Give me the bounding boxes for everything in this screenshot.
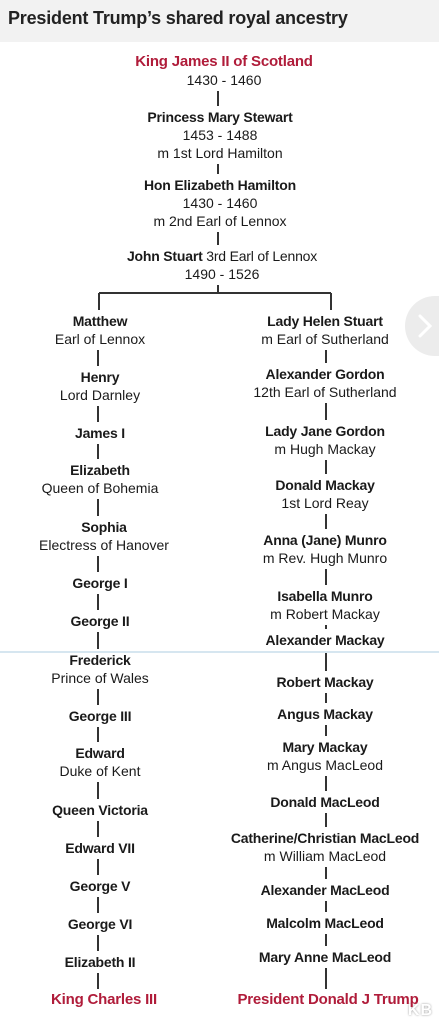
person-name <box>261 881 390 899</box>
person-detail: m 2nd Earl of Lennox <box>153 213 287 229</box>
person-detail: Prince of Wales <box>51 670 149 686</box>
person-name-text: Mary Mackay <box>282 739 368 755</box>
person-name <box>71 612 130 630</box>
person-donald-mackay <box>275 476 374 512</box>
person-name-text: Donald MacLeod <box>270 794 380 810</box>
person-name-text: James I <box>75 425 125 441</box>
person-isabella-munro <box>270 587 380 623</box>
person-elizabeth <box>42 461 159 497</box>
person-angus-mackay <box>277 705 373 723</box>
person-name-text: Alexander MacLeod <box>260 882 390 898</box>
person-detail: 1453 - 1488 <box>182 127 258 143</box>
person-name-text: Alexander Mackay <box>265 632 385 648</box>
person-name-text: King James II of Scotland <box>135 53 313 70</box>
person-name <box>51 991 157 1009</box>
person-name <box>277 673 374 691</box>
person-name <box>135 53 313 71</box>
person-name <box>75 424 125 442</box>
person-king-james-ii-of-scotland <box>135 53 313 89</box>
person-name-text: George II <box>70 613 130 629</box>
person-name <box>266 914 384 932</box>
person-name <box>42 461 159 479</box>
person-henry <box>60 368 140 404</box>
person-detail: 1430 - 1460 <box>182 195 258 211</box>
person-detail: 1430 - 1460 <box>186 72 262 88</box>
person-alexander-macleod <box>261 881 390 899</box>
person-name-text: George VI <box>67 916 133 932</box>
person-donald-macleod <box>270 793 379 811</box>
person-name-text: Angus Mackay <box>277 706 373 722</box>
person-name <box>267 738 383 756</box>
person-name-text: Robert Mackay <box>276 674 374 690</box>
person-elizabeth-ii <box>65 953 136 971</box>
person-name-text: Edward <box>75 745 125 761</box>
person-name <box>60 744 141 762</box>
person-name <box>39 518 169 536</box>
kb-watermark: KB <box>407 1002 433 1019</box>
person-george-i <box>72 574 127 592</box>
person-name-text: Frederick <box>69 652 131 668</box>
person-detail: 1490 - 1526 <box>184 266 260 282</box>
person-name <box>68 915 132 933</box>
person-name <box>52 801 148 819</box>
person-mary-mackay <box>267 738 383 774</box>
person-name <box>275 476 374 494</box>
person-lady-jane-gordon <box>265 422 385 458</box>
person-james-i <box>75 424 125 442</box>
page-title: President Trump’s shared royal ancestry <box>8 8 348 28</box>
person-george-iii <box>69 707 132 725</box>
person-name-text: Isabella Munro <box>277 588 373 604</box>
person-name-text: Lady Jane Gordon <box>265 423 385 439</box>
person-detail: 12th Earl of Sutherland <box>253 384 397 400</box>
person-george-ii <box>71 612 130 630</box>
person-title: 3rd Earl of Lennox <box>206 248 318 264</box>
person-name-text: King Charles III <box>51 991 157 1008</box>
person-name <box>69 707 132 725</box>
person-detail: Electress of Hanover <box>39 537 169 553</box>
person-name-text: Sophia <box>81 519 127 535</box>
person-mary-anne-macleod <box>259 948 391 966</box>
person-detail: Lord Darnley <box>59 387 141 403</box>
person-detail: 1st Lord Reay <box>281 495 369 511</box>
person-detail: Duke of Kent <box>59 763 141 779</box>
person-george-vi <box>68 915 132 933</box>
person-name <box>147 108 292 126</box>
person-detail: Queen of Bohemia <box>41 480 159 496</box>
person-name-text: Lady Helen Stuart <box>267 313 383 329</box>
person-name <box>72 574 127 592</box>
person-catherine-christian-macleod <box>231 829 419 865</box>
person-name-text: George V <box>69 878 131 894</box>
person-name <box>263 531 387 549</box>
person-name <box>261 312 389 330</box>
person-name <box>270 587 380 605</box>
person-john-stuart <box>127 247 317 283</box>
person-alexander-gordon <box>253 365 396 401</box>
person-name <box>60 368 140 386</box>
person-name-text: Princess Mary Stewart <box>147 109 293 125</box>
person-alexander-mackay <box>266 631 385 649</box>
person-name-text: George I <box>72 575 128 591</box>
person-king-charles-iii <box>51 991 157 1009</box>
person-name-text: Edward VII <box>65 840 135 856</box>
person-detail: m Earl of Sutherland <box>261 331 389 347</box>
person-name <box>277 705 373 723</box>
person-name <box>266 631 385 649</box>
person-name-text: Malcolm MacLeod <box>266 915 384 931</box>
person-name-text: President Donald J Trump <box>237 991 419 1008</box>
person-detail: m 1st Lord Hamilton <box>157 145 283 161</box>
person-name <box>127 247 317 265</box>
person-detail: Earl of Lennox <box>54 331 146 347</box>
person-name <box>259 948 391 966</box>
person-george-v <box>70 877 131 895</box>
person-frederick <box>51 651 149 687</box>
person-name-text: Mary Anne MacLeod <box>258 949 392 965</box>
person-name <box>65 953 136 971</box>
person-name <box>231 829 419 847</box>
person-president-donald-j-trump <box>237 991 418 1009</box>
person-edward-vii <box>65 839 135 857</box>
person-name <box>270 793 379 811</box>
person-name-text: Elizabeth <box>70 462 130 478</box>
person-name <box>51 651 149 669</box>
person-name-text: Alexander Gordon <box>265 366 385 382</box>
person-name-text: Elizabeth II <box>64 954 136 970</box>
person-name-text: Henry <box>80 369 120 385</box>
person-name-text: Catherine/Christian MacLeod <box>230 830 420 846</box>
person-detail: m Rev. Hugh Munro <box>262 550 388 566</box>
person-name <box>237 991 418 1009</box>
person-name <box>65 839 135 857</box>
person-detail: m Robert Mackay <box>270 606 380 622</box>
person-name <box>70 877 131 895</box>
person-hon-elizabeth-hamilton <box>144 176 296 230</box>
person-name <box>144 176 296 194</box>
person-name-text: Queen Victoria <box>52 802 148 818</box>
person-queen-victoria <box>52 801 148 819</box>
person-malcolm-macleod <box>266 914 384 932</box>
person-name-text: George III <box>68 708 132 724</box>
person-lady-helen-stuart <box>261 312 389 348</box>
person-name-text: Hon Elizabeth Hamilton <box>144 177 296 193</box>
person-matthew <box>55 312 145 348</box>
person-name-text: Anna (Jane) Munro <box>263 532 387 548</box>
person-name-text: Matthew <box>72 313 128 329</box>
person-name <box>253 365 396 383</box>
person-sophia <box>39 518 169 554</box>
person-princess-mary-stewart <box>147 108 292 162</box>
person-detail: m William MacLeod <box>263 848 387 864</box>
chevron-right-icon <box>418 314 432 338</box>
person-detail: m Hugh Mackay <box>274 441 376 457</box>
person-name <box>265 422 385 440</box>
person-name-text: Donald Mackay <box>275 477 375 493</box>
person-anna-jane-munro <box>263 531 387 567</box>
person-name <box>55 312 145 330</box>
person-detail: m Angus MacLeod <box>267 757 383 773</box>
person-edward <box>60 744 141 780</box>
person-name-text: John Stuart <box>126 248 203 264</box>
person-robert-mackay <box>277 673 374 691</box>
